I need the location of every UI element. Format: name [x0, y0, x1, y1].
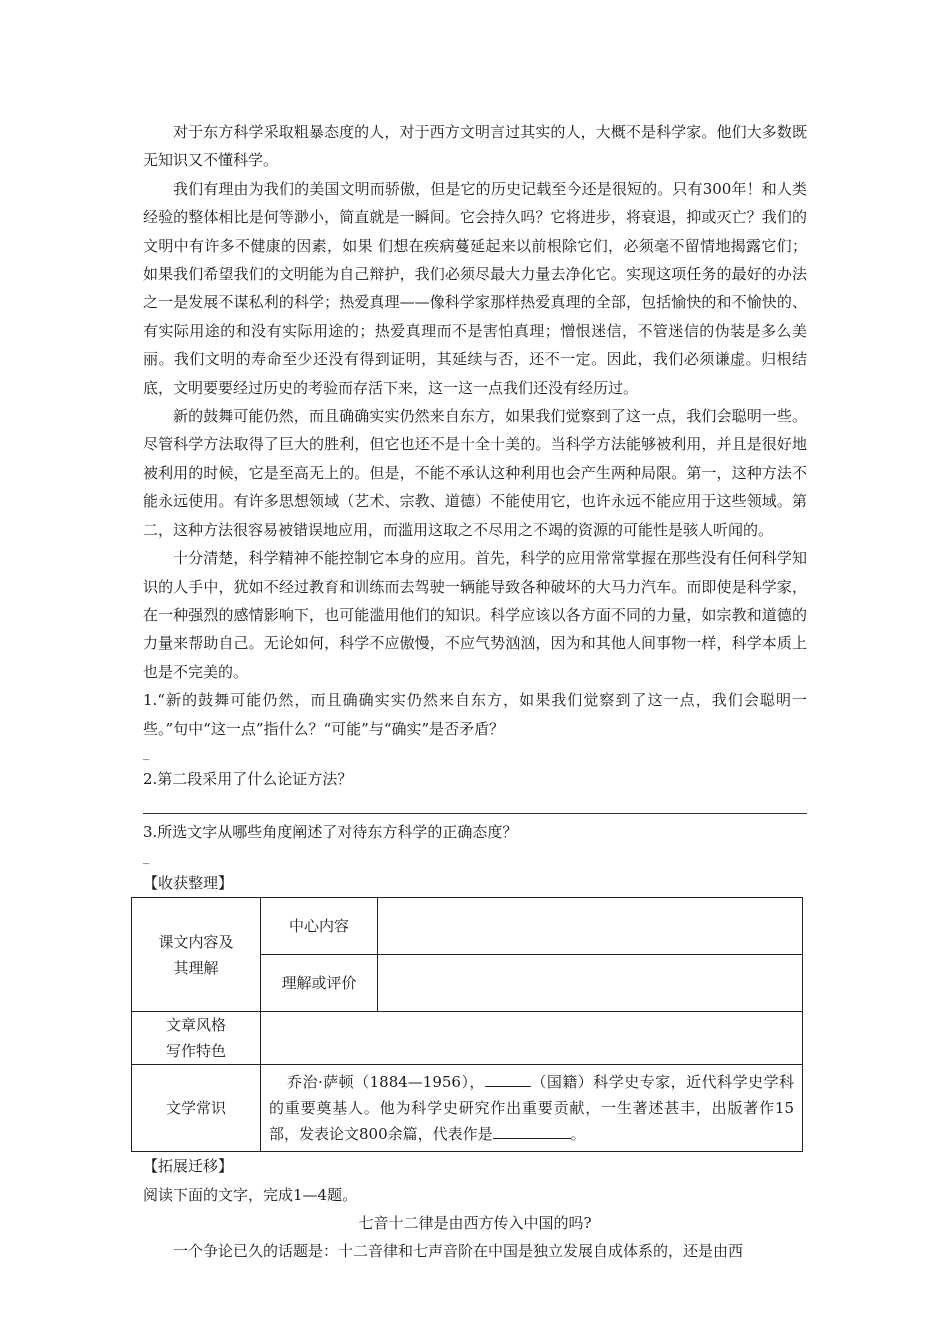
passage-paragraph-4: 十分清楚，科学精神不能控制它本身的应用。首先，科学的应用常常掌握在那些没有任何科学知识的人手中，犹如不经过教育和训练而去驾驶一辆能导致各种破坏的大马力汽车。而即使是科学家，在一种强烈的感情影响下，也可能滥用他们的知识。科学应该以各方面不同的力量，如宗教和道德的力量来帮助自己。无论如何，科学不应傲慢，不应气势汹汹，因为和其他人间事物一样，科学本质上也是不完美的。	[143, 549, 807, 681]
summary-row3-content	[261, 1065, 803, 1152]
summary-row3-label: 文学常识	[132, 1065, 261, 1152]
literary-knowledge-text-b: （国籍）科学史专家，近代科学史学科的重要奠基人。他为科学史研究作出重要贡献，一生著述甚丰，出版著作15部，发表论文800余篇，代表作是	[269, 1073, 794, 1144]
passage-paragraph-3: 新的鼓舞可能仍然，而且确确实实仍然来自东方，如果我们觉察到了这一点，我们会聪明一些。尽管科学方法取得了巨大的胜利，但它也还不是十全十美的。当科学方法能够被利用，并且是很好地被利用的时候，它是至高无上的。但是，不能不承认这种利用也会产生两种局限。第一，这种方法不能永远使用。有许多思想领域（艺术、宗教、道德）不能使用它，也许永远不能应用于这些领域。第二，这种方法很容易被错误地应用，而滥用这取之不尽用之不竭的资源的可能性是骇人听闻的。	[143, 407, 807, 539]
summary-row1a-sublabel: 中心内容	[261, 898, 378, 955]
summary-row2-label	[132, 1012, 261, 1065]
extension-instruction: 阅读下面的文字，完成1—4题。	[143, 1185, 358, 1204]
extension-first-paragraph: 一个争论已久的话题是：十二音律和七声音阶在中国是独立发展自成体系的，还是由西	[173, 1242, 744, 1261]
question-2: 2.第二段采用了什么论证方法？	[143, 769, 353, 788]
summary-row1b-sublabel: 理解或评价	[261, 955, 378, 1012]
question-1: 1.“新的鼓舞可能仍然，而且确确实实仍然来自东方，如果我们觉察到了这一点，我们会聪明一些。”句中“这一点”指什么？“可能”与“确实”是否矛盾？	[143, 691, 807, 738]
literary-knowledge-text-c: 。	[570, 1125, 586, 1144]
summary-row2-answer-cell[interactable]	[261, 1012, 803, 1065]
summary-row1-label	[132, 898, 261, 1012]
summary-row1a-answer-cell[interactable]	[378, 898, 803, 955]
literary-knowledge-text-a: 乔治·萨顿（1884—1956），	[287, 1073, 485, 1092]
summary-row1b-answer-cell[interactable]	[378, 955, 803, 1012]
summary-row2-label-text: 文章风格写作特色	[165, 1016, 226, 1061]
document-content	[143, 118, 807, 1266]
passage-paragraph-1: 对于东方科学采取粗暴态度的人，对于西方文明言过其实的人，大概不是科学家。他们大多数既无知识又不懂科学。	[143, 123, 807, 170]
passage-paragraph-2: 我们有理由为我们的美国文明而骄傲，但是它的历史记载至今还是很短的。只有300年！和人类经验的整体相比是何等渺小，简直就是一瞬间。它会持久吗？它将进步，将衰退，抑或灭亡？我们的文明中有许多不健康的因素，如果 们想在疾病蔓延起来以前根除它们，必须毫不留情地揭露它们；如果我们希望我们的文明能为自己辩护，我们必须尽最大力量去净化它。实现这项任务的最好的办法之一是发展不谋私利的科学；热爱真理——像科学家那样热爱真理的全部，包括愉快的和不愉快的、有实际用途的和没有实际用途的；热爱真理而不是害怕真理；憎恨迷信，不管迷信的伪装是多么美丽。我们文明的寿命至少还没有得到证明，其延续与否，还不一定。因此，我们必须谦虚。归根结底，文明要要经过历史的考验而存活下来，这一这一点我们还没有经历过。	[143, 179, 807, 397]
summary-heading: 【收获整理】	[143, 873, 234, 892]
question-1-answer-blank: _	[143, 745, 150, 761]
question-2-answer-line	[143, 793, 807, 814]
summary-table	[131, 897, 803, 1152]
extension-heading: 【拓展迁移】	[143, 1157, 234, 1176]
nationality-blank[interactable]	[485, 1070, 531, 1087]
question-3: 3.所选文字从哪些角度阐述了对待东方科学的正确态度？	[143, 823, 518, 842]
question-3-answer-blank: _	[143, 849, 150, 865]
extension-article-title: 七音十二律是由西方传入中国的吗?	[358, 1213, 592, 1232]
masterpiece-blank[interactable]	[493, 1122, 571, 1139]
summary-row1-label-text: 课文内容及其理解	[158, 932, 234, 977]
